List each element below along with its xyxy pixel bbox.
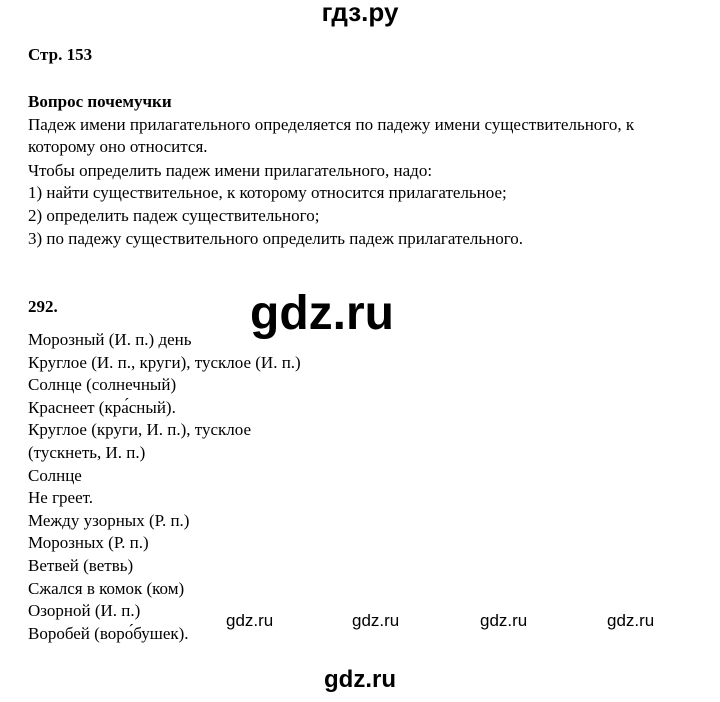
watermark-small-3: gdz.ru — [480, 611, 528, 630]
footer-watermark: gdz.ru — [324, 666, 396, 693]
question-line-4: 1) найти существительное, к которому относится прилагательное; — [28, 183, 507, 202]
answer-line: Между узорных (Р. п.) — [28, 510, 190, 530]
answer-line: Солнце — [28, 465, 82, 485]
answer-line: Солнце (солнечный) — [28, 375, 177, 395]
answer-line: Морозный (И. п.) день — [28, 330, 192, 349]
answer-list — [28, 329, 301, 645]
answer-line: Ветвей (ветвь) — [28, 555, 134, 575]
exercise-number: 292. — [28, 297, 58, 316]
answer-line: Сжался в комок (ком) — [28, 578, 185, 598]
page-number: Стр. 153 — [28, 45, 93, 64]
answer-line: Озорной (И. п.) — [28, 601, 141, 621]
question-line-5: 2) определить падеж существительного; — [28, 206, 320, 225]
question-line-2: которому оно относится. — [28, 137, 208, 156]
answer-line: Круглое (И. п., круги), тусклое (И. п.) — [28, 352, 301, 372]
watermark-small-2: gdz.ru — [352, 611, 400, 630]
answer-line: Не греет. — [28, 488, 94, 508]
watermark-small-1: gdz.ru — [226, 611, 274, 630]
site-header: гдз.ру — [321, 0, 399, 27]
answer-line: Краснеет (кра́сный). — [28, 397, 176, 417]
question-line-3: Чтобы определить падеж имени прилагательного, надо: — [28, 161, 433, 180]
question-line-1: Падеж имени прилагательного определяется по падежу имени существительного, к — [28, 115, 635, 134]
section-title: Вопрос почемучки — [28, 92, 172, 111]
answer-line: Морозных (Р. п.) — [28, 533, 149, 553]
answer-line: Воробей (воро́бушек). — [28, 623, 189, 643]
answer-line: (тускнеть, И. п.) — [28, 442, 146, 462]
answer-line: Круглое (круги, И. п.), тусклое — [28, 420, 252, 440]
watermark-large: gdz.ru — [250, 287, 394, 340]
watermark-small-4: gdz.ru — [607, 611, 655, 630]
question-line-6: 3) по падежу существительного определить падеж прилагательного. — [28, 229, 524, 248]
